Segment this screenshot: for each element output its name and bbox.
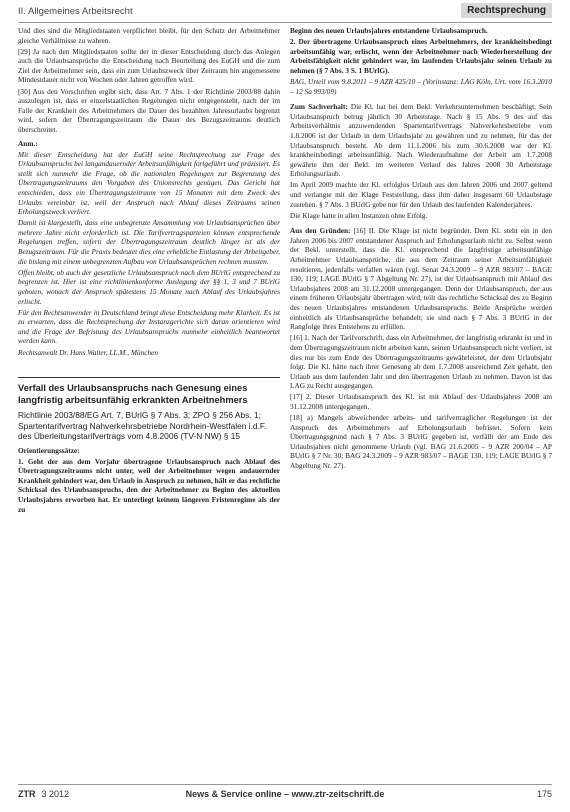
paragraph: [17] 2. Dieser Urlaubsanspruch des Kl. ist mit Ablauf des Urlaubsjahres 2008 am 31.12.2008 untergegangen. — [290, 392, 552, 411]
issue-number: 3 2012 — [41, 789, 70, 799]
paragraph: [16] 1. Nach der Tarifvorschrift, dass ein Arbeitnehmer, der langfristig erkrankt ist und in dem Übertragungszeitraum nicht arbeiten kann, seinen Urlaubsanspruch nicht verliert, ist dies nur bis zum Ende des Übertragungszeitraums gewährleistet, der dem Urlaubsjahr folgt. Die Kl. hätte nach ihrer Genesung ab dem 1.7.2008 ausreichend Zeit gehabt, den Urlaub aus dem laufenden Jahr und den übertragenen Urlaub zu nehmen. Davon ist das LAG zu Recht ausgegangen. — [290, 333, 552, 391]
annotation-paragraph: Offen bleibt, ob auch der gesetzliche Urlaubsanspruch nach dem BUrlG entsprechend zu begrenzen ist. Hier ist eine richtlinienkonforme Auslegung der §§ 1, 3 und 7 BUrlG geboten, wonach der Anspruch spätestens 15 Monate nach Ablauf des Urlaubsjahres erlischt. — [18, 267, 280, 306]
page-number: 175 — [536, 789, 552, 799]
guiding-principle: 1. Geht der aus dem Vorjahr übertragene Urlaubsanspruch nach Ablauf des Übertragungszeitraums nicht unter, weil der Arbeitnehmer wegen andauernder Krankheit gehindert war, den Urlaub in Anspruch zu nehmen, hält er das rechtliche Schicksal des Urlaubsanspruchs, den der Arbeitnehmer zu Beginn des aktuellen Urlaubsjahres erworben hat. Er unterliegt keinem längeren Fristenregime als der zu — [18, 456, 280, 514]
reasons-heading: Aus den Gründen: — [290, 226, 351, 236]
paragraph: Und dies sind die Mitgliedstaaten verpflichtet bleibt, für den Schutz der Arbeitnehmer gleiche Verhältnisse zu wahren. — [18, 26, 280, 45]
paragraph: [18] a) Mangels abweichender arbeits- und tarifvertraglicher Regelungen ist der Anspruch des Arbeitnehmers auf Erholungsurlaub befristet. Sofern kein Übertragungsgrund nach § 7 Abs. 3 BUrlG gegeben ist, verfällt der am Ende des Urlaubsjahres nicht genommene Urlaub (vgl. BAG 21.6.2005 – 9 AZR 200/04 – AP BUrlG § 7 Nr. 30; BAG 24.3.2009 – 9 AZR 983/07 – BAGE 130, 119; LAGE BUrlG § 7 Abgeltung Nr. 27). — [290, 413, 552, 471]
header-divider — [18, 22, 552, 23]
magazine-name: ZTR — [18, 789, 36, 799]
annotation-paragraph: Damit ist klargestellt, dass eine unbegrenzte Ansammlung von Urlaubsansprüchen über mehrere Jahre nicht erforderlich ist. Die Tarifvertragsparteien können entsprechende Regelungen treffen, sofern der Übertragungszeitraum deutlich länger ist als der Bezugszeitraum. Für die Praxis bedeutet dies eine erhebliche Entlastung der Arbeitgeber, die bislang mit einem unbegrenzten Aufbau von Urlaubsansprüchen rechnen mussten. — [18, 218, 280, 266]
decision-box — [18, 377, 280, 514]
paragraph: Die Kl. hat bei dem Bekl. Verkehrsunternehmen beschäftigt. Sein Urlaubsanspruch betrug jährlich 30 Arbeitstage. Nach § 15 Abs. 9 des auf das Arbeitsverhältnis anzuwendenden Spartentarifvertrags Nahverkehrsbetriebe vom 1.8.2006 ist der Urlaub in dem Urlaubsjahr zu gewähren und zu nehmen, für das der Urlaubsanspruch besteht. Ab dem 11.1.2006 bis zum 30.6.2008 war der Kl. krankheitsbedingt arbeitsunfähig. Nach Wiederaufnahme der Arbeit am 1.7.2008 gewährte ihm der Bekl. im weiteren Verlauf des Jahres 2008 30 Arbeitstage Erholungsurlaub. — [290, 102, 552, 179]
paragraph: Die Klage hatte in allen Instanzen ohne Erfolg. — [290, 210, 428, 220]
category-tab: Rechtsprechung — [461, 3, 552, 18]
paragraph: [29] Ja nach den Mitgliedstaaten sollte der in dieser Entscheidung durch das Anlegen auch die Urlaubsansprüche die Entscheidung nach Beurteilung des EuGH und die zum Ziel der Arbeitnehmer sein, dass ein zum Urlaubszweck über Zeitraum hin angemessene Mindestdauer nicht von Wochen oder Jahren getroffen wird. — [18, 46, 280, 85]
page-footer — [18, 789, 552, 801]
guiding-principle: 2. Der übertragene Urlaubsanspruch eines Arbeitnehmers, der krankheitsbedingt arbeitsunfähig war, erlischt, wenn der Arbeitnehmer nach Wiederherstellung der Arbeitsfähigkeit nicht gehindert war, im laufenden Urlaubsjahr seinen Urlaub zu nehmen (§ 7 Abs. 3 S. 1 BUrlG). — [290, 37, 552, 75]
running-header — [18, 6, 552, 20]
paragraph: [30] Aus den Vorschriften ergibt sich, dass Art. 7 Abs. 1 der Richtlinie 2003/88 dahin auszulegen ist, dass er einzelstaatlichen Regelungen nicht entgegensteht, nach der im Falle der Krankheit des Arbeitnehmers die Dauer des bezahlten Jahresurlaubs begrenzt wird, sofern der Übertragungszeitraum die Dauer des Bezugszeitraums deutlich überschreitet. — [18, 86, 280, 134]
paragraph: Im April 2009 machte der Kl. erfolglos Urlaub aus den Jahren 2006 und 2007 geltend und verlangte mit der Klage Feststellung, dass ihm daher insgesamt 60 Urlaubstage zustehen. § 7 Abs. 3 BUrlG gebe nur für den Urlaub des laufenden Kalenderjahres. — [290, 180, 552, 209]
annotation-paragraph: Mit dieser Entscheidung hat der EuGH seine Rechtsprechung zur Frage des Urlaubsanspruchs bei langandauernder Arbeitsunfähigkeit fortgeführt und präzisiert. Es stellt sich nunmehr die Frage, ob die nationalen Regelungen zur Begrenzung des Übertragungszeitraums den Vorgaben des Unionsrechts genügen. Das Gericht hat entschieden, dass ein Übertragungszeitraum von 15 Monaten mit dem Zweck des Urlaubs vereinbar ist, weil der Anspruch nach Ablauf dieses Zeitraums seinen Erholungszweck verliert. — [18, 149, 280, 217]
annotation-author: Rechtsanwalt Dr. Hans Walter, LL.M., München — [18, 347, 158, 357]
guiding-principle: Beginn des neuen Urlaubsjahres entstandene Urlaubsanspruch. — [290, 26, 488, 35]
website-link[interactable]: News & Service online – www.ztr-zeitschrift.de — [185, 789, 385, 799]
case-citation: BAG, Urteil vom 9.8.2011 – 9 AZR 425/10 – (Vorinstanz: LAG Köln, Urt. vom 16.3.2010 – 12 Sa 993/09) — [290, 76, 552, 96]
annotation-block — [18, 139, 280, 358]
decision-title: Verfall des Urlaubsanspruchs nach Genesung eines langfristig arbeitsunfähig erkrankten Arbeitnehmers — [18, 383, 248, 405]
annotation-label: Anm.: — [18, 138, 38, 148]
footer-divider — [18, 784, 552, 785]
guiding-principles-heading: Orientierungssätze: — [18, 446, 80, 456]
left-column — [18, 26, 280, 516]
legal-references: Richtlinie 2003/88/EG Art. 7, BUrlG § 7 Abs. 3; ZPO § 256 Abs. 1; Spartentarifvertrag Nahverkehrsbetriebe Nordrhein-Westfalen i.d.F. des Überleitungstarifvertrags vom 4.8.2006 (TV-N NW) § 15 — [18, 410, 267, 442]
section-title: II. Allgemeines Arbeitsrecht — [18, 6, 133, 17]
paragraph: [16] II. Die Klage ist nicht begründet. Dem Kl. steht ein in den Jahren 2006 bis 2007 entstandener Anspruch auf Erholungsurlaub nicht zu. Selbst wenn der Bekl. unterstellt, dass die Kl. entsprechend die langfristige arbeitsunfähige Arbeitnehmer Urlaubsansprüche, die aus dem Zeitraum seiner Arbeitsunfähigkeit resultieren, jedenfalls verfallen wären (vgl. Senat 24.3.2009 – 9 AZR 983/07 – BAGE 130, 119; LAGE BUrlG § 7 Abgeltung Nr. 27), ist der Urlaubsanspruch mit Ablauf des Urlaubsjahres 2008 am 31.12.2008 untergegangen. Denn der Urlaubsanspruch, der aus einem früheren Urlaubsjahr übertragen wird, teilt das rechtliche Schicksal des zu Beginn des neuen Urlaubsjahres entstandenen Urlaubsanspruchs. Beide Ansprüche werden einheitlich als Urlaubsansprüche behandelt; sie sind nach § 7 Abs. 3 BUrlG in der Rangfolge ihres Entstehens zu erfüllen. — [290, 226, 552, 332]
right-column — [290, 26, 552, 472]
facts-heading: Zum Sachverhalt: — [290, 102, 348, 112]
annotation-paragraph: Für den Rechtsanwender in Deutschland bringt diese Entscheidung mehr Klarheit. Es ist zu erwarten, dass die Rechtsprechung der Instanzgerichte sich daran orientieren wird und die Frage der Befristung des Urlaubsanspruchs nunmehr einheitlich beantwortet werden kann. — [18, 307, 280, 346]
